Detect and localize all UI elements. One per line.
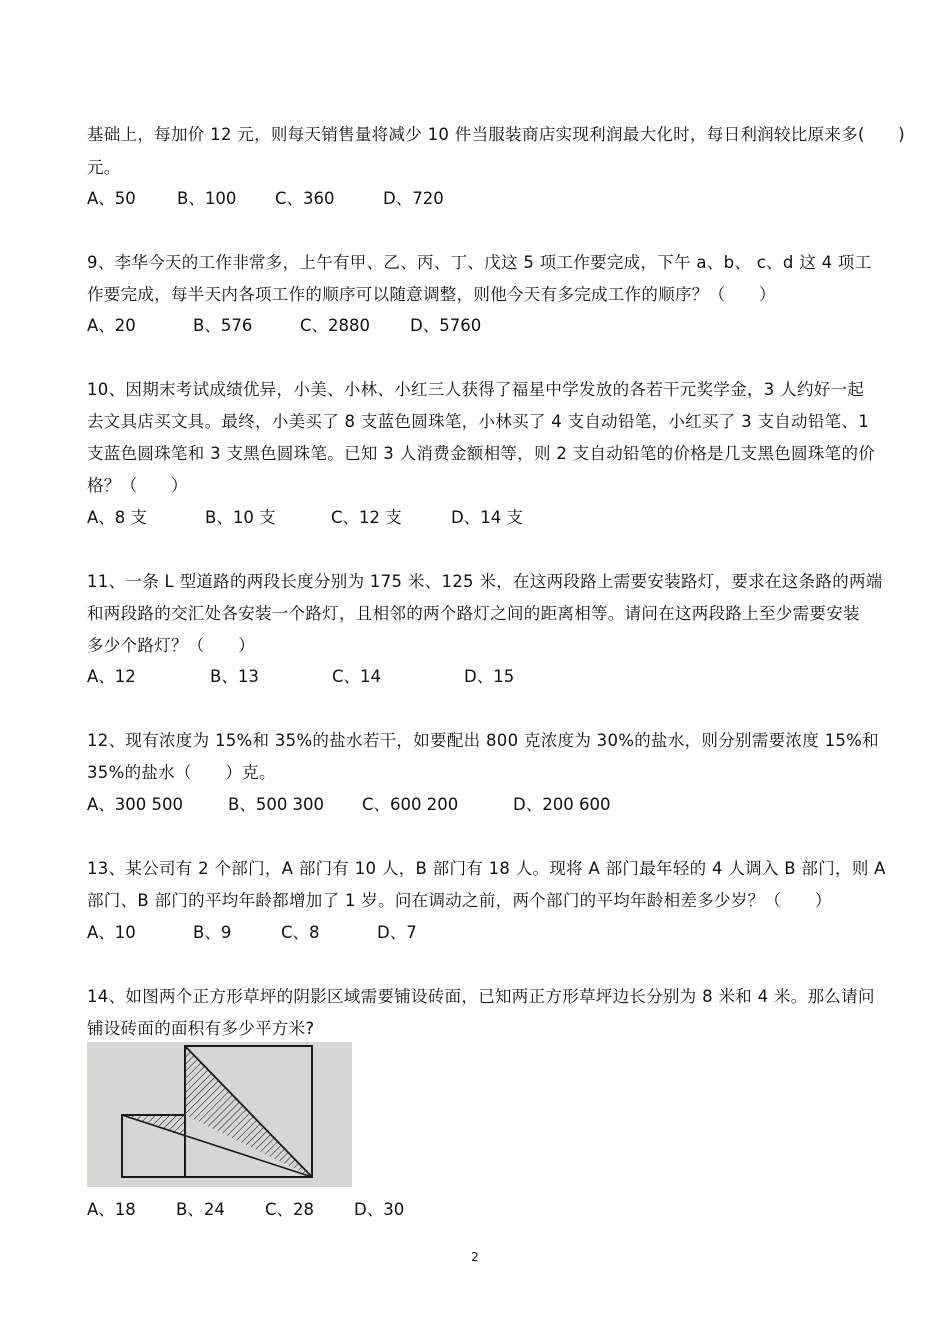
q10-option-d[interactable]: D、14 支: [451, 508, 523, 527]
q11-option-d[interactable]: D、15: [464, 667, 515, 686]
q13-option-a[interactable]: A、10: [87, 923, 136, 942]
q8-line-1: 基础上，每加价 12 元，则每天销售量将减少 10 件当服装商店实现利润最大化时，每日利润较比原来多( ): [87, 125, 906, 144]
q14-option-a[interactable]: A、18: [87, 1200, 136, 1219]
q11-option-b[interactable]: B、13: [210, 667, 259, 686]
q12-line-2: 35%的盐水（ ）克。: [87, 763, 276, 782]
q13-option-d[interactable]: D、7: [377, 923, 417, 942]
q9-line-2: 作要完成，每半天内各项工作的顺序可以随意调整，则他今天有多完成工作的顺序？（ ）: [87, 285, 776, 304]
q11-option-a[interactable]: A、12: [87, 667, 136, 686]
q13-options: [87, 922, 417, 944]
q8-option-a[interactable]: A、50: [87, 189, 136, 208]
q14-option-c[interactable]: C、28: [265, 1200, 315, 1219]
q11-line-2: 和两段路的交汇处各安装一个路灯，且相邻的两个路灯之间的距离相等。请问在这两段路上至少需要安装: [87, 604, 860, 623]
q12-option-d[interactable]: D、200 600: [513, 795, 611, 814]
q12-line-1: 12、现有浓度为 15%和 35%的盐水若干，如要配出 800 克浓度为 30%的盐水，则分别需要浓度 15%和: [87, 731, 879, 750]
page-number: 2: [471, 1250, 479, 1264]
q10-option-b[interactable]: B、10 支: [205, 508, 276, 527]
q10-option-c[interactable]: C、12 支: [331, 508, 402, 527]
q12-option-b[interactable]: B、500 300: [228, 795, 325, 814]
q14-line-1: 14、如图两个正方形草坪的阴影区域需要铺设砖面，已知两正方形草坪边长分别为 8 米和 4 米。那么请问: [87, 987, 875, 1006]
q9-options: [87, 315, 481, 337]
q13-option-c[interactable]: C、8: [281, 923, 320, 942]
q8-option-c[interactable]: C、360: [275, 189, 335, 208]
q13-line-1: 13、某公司有 2 个部门，A 部门有 10 人，B 部门有 18 人。现将 A 部门最年轻的 4 人调入 B 部门，则 A: [87, 859, 886, 878]
q9-option-a[interactable]: A、20: [87, 316, 136, 335]
q12-options: [87, 794, 610, 816]
two-squares-diagram: [87, 1042, 352, 1187]
q14-option-d[interactable]: D、30: [354, 1200, 405, 1219]
q9-option-d[interactable]: D、5760: [410, 316, 482, 335]
q13-line-2: 部门、B 部门的平均年龄都增加了 1 岁。问在调动之前，两个部门的平均年龄相差多少岁？（ ）: [87, 891, 832, 910]
q14-options: [87, 1199, 404, 1221]
q13-option-b[interactable]: B、9: [193, 923, 232, 942]
q8-options: [87, 188, 444, 210]
q8-option-d[interactable]: D、720: [383, 189, 444, 208]
q10-line-2: 去文具店买文具。最终，小美买了 8 支蓝色圆珠笔，小林买了 4 支自动铅笔，小红买了 3 支自动铅笔、1: [87, 412, 870, 431]
q10-line-4: 格？（ ）: [87, 476, 188, 495]
q12-option-a[interactable]: A、300 500: [87, 795, 184, 814]
q11-option-c[interactable]: C、14: [332, 667, 382, 686]
q11-options: [87, 666, 514, 688]
q9-option-c[interactable]: C、2880: [300, 316, 371, 335]
q9-line-1: 9、李华今天的工作非常多，上午有甲、乙、丙、丁、戊这 5 项工作要完成，下午 a、b、 c、d 这 4 项工: [87, 253, 872, 272]
q12-option-c[interactable]: C、600 200: [362, 795, 459, 814]
q11-line-1: 11、一条 L 型道路的两段长度分别为 175 米、125 米，在这两段路上需要安装路灯，要求在这条路的两端: [87, 572, 883, 591]
q9-option-b[interactable]: B、576: [193, 316, 253, 335]
q14-line-2: 铺设砖面的面积有多少平方米?: [87, 1019, 315, 1038]
q10-options: [87, 507, 523, 529]
q10-line-3: 支蓝色圆珠笔和 3 支黑色圆珠笔。已知 3 人消费金额相等，则 2 支自动铅笔的价格是几支黑色圆珠笔的价: [87, 444, 876, 463]
q11-line-3: 多少个路灯？（ ）: [87, 636, 255, 655]
q8-line-2: 元。: [87, 158, 121, 177]
q10-option-a[interactable]: A、8 支: [87, 508, 148, 527]
q14-option-b[interactable]: B、24: [176, 1200, 225, 1219]
two-squares-figure: [87, 1042, 352, 1187]
q8-option-b[interactable]: B、100: [177, 189, 237, 208]
q10-line-1: 10、因期末考试成绩优异，小美、小林、小红三人获得了福星中学发放的各若干元奖学金，3 人约好一起: [87, 380, 865, 399]
